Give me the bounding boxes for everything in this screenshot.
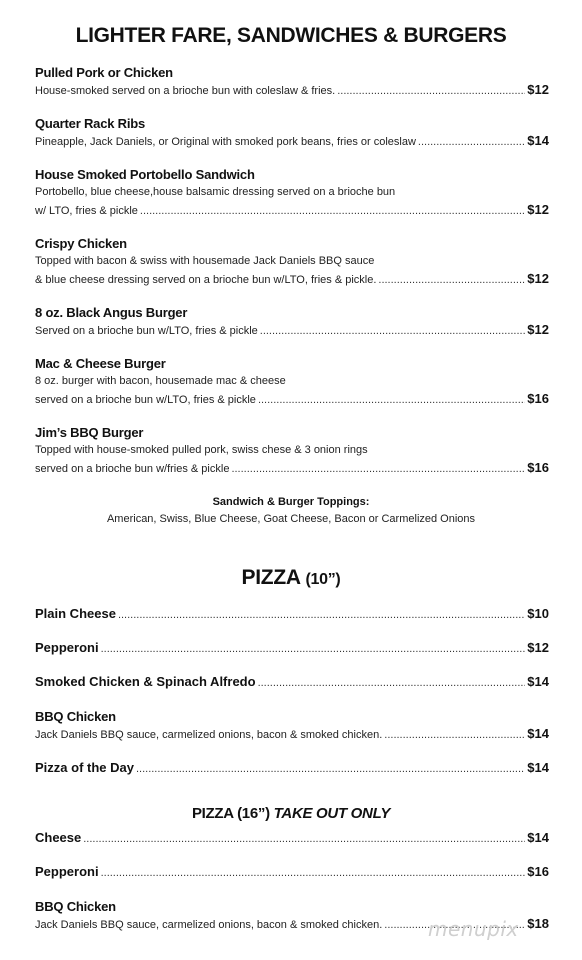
item-price: $14	[527, 726, 549, 741]
dot-leader	[337, 82, 525, 100]
menu-item	[35, 424, 549, 477]
item-row	[35, 605, 549, 623]
dot-leader	[260, 322, 526, 340]
dot-leader	[140, 202, 525, 220]
item-name: BBQ Chicken	[35, 709, 116, 724]
dot-leader	[118, 606, 525, 624]
dot-leader	[83, 830, 525, 848]
item-name: Pepperoni	[35, 640, 99, 655]
dot-leader	[101, 864, 526, 882]
item-desc-row	[35, 81, 549, 99]
item-name: Jim’s BBQ Burger	[35, 425, 144, 440]
item-row	[35, 829, 549, 847]
pizza16-title: PIZZA (16”)	[191, 805, 270, 822]
item-desc: Portobello, blue cheese,house balsamic dressing served on a brioche bun	[35, 186, 396, 198]
section-title-pizza-10	[0, 566, 582, 590]
item-price: $12	[527, 82, 549, 97]
section-title-sandwiches: LIGHTER FARE, SANDWICHES & BURGERS	[75, 24, 507, 47]
item-price: $14	[527, 133, 549, 148]
menu-item	[35, 304, 549, 339]
item-desc: House-smoked served on a brioche bun with coleslaw & fries.	[35, 85, 336, 97]
menu-item	[35, 605, 549, 623]
item-desc: 8 oz. burger with bacon, housemade mac & cheese	[35, 375, 286, 387]
toppings-note	[0, 494, 582, 528]
dot-leader	[378, 271, 525, 289]
menu-item	[35, 166, 549, 219]
item-name: Pepperoni	[35, 864, 99, 879]
item-desc-row	[35, 270, 549, 288]
menu-item	[35, 115, 549, 150]
pizza-size: (10”)	[305, 571, 341, 588]
item-name: House Smoked Portobello Sandwich	[35, 167, 255, 182]
item-desc: served on a brioche bun w/fries & pickle	[35, 463, 230, 475]
menu-item	[35, 235, 549, 288]
item-desc: Served on a brioche bun w/LTO, fries & pickle	[35, 325, 258, 337]
item-price: $16	[527, 460, 549, 475]
item-name: BBQ Chicken	[35, 899, 116, 914]
item-desc: Topped with bacon & swiss with housemade Jack Daniels BBQ sauce	[35, 255, 375, 267]
dot-leader	[258, 674, 526, 692]
item-desc-row	[35, 132, 549, 150]
menu-item	[35, 759, 549, 777]
toppings-list: American, Swiss, Blue Cheese, Goat Cheese, Bacon or Carmelized Onions	[106, 513, 476, 525]
item-desc: Topped with house-smoked pulled pork, swiss chese & 3 onion rings	[35, 444, 368, 456]
item-name: Pulled Pork or Chicken	[35, 65, 173, 80]
item-price: $14	[527, 760, 549, 775]
dot-leader	[101, 640, 526, 658]
toppings-title: Sandwich & Burger Toppings:	[212, 496, 370, 508]
item-name: Pizza of the Day	[35, 760, 134, 775]
item-desc: Pineapple, Jack Daniels, or Original with smoked pork beans, fries or coleslaw	[35, 136, 416, 148]
item-desc-row	[35, 321, 549, 339]
item-row	[35, 639, 549, 657]
section-title-pizza-16	[0, 805, 582, 822]
item-price: $16	[527, 864, 549, 879]
item-row	[35, 673, 549, 691]
menu-item	[35, 708, 549, 743]
item-row	[35, 759, 549, 777]
menu-item	[35, 355, 549, 408]
item-desc: Jack Daniels BBQ sauce, carmelized onions, bacon & smoked chicken.	[35, 729, 383, 741]
item-desc-row	[35, 725, 549, 743]
menu-item	[35, 829, 549, 847]
item-desc: served on a brioche bun w/LTO, fries & pickle	[35, 394, 256, 406]
item-desc-row	[35, 390, 549, 408]
takeout-note: TAKE OUT ONLY	[273, 805, 391, 822]
item-name: Mac & Cheese Burger	[35, 356, 166, 371]
item-desc: w/ LTO, fries & pickle	[35, 205, 138, 217]
item-name: Plain Cheese	[35, 606, 116, 621]
item-name: Crispy Chicken	[35, 236, 127, 251]
watermark-logo: menupix	[428, 917, 519, 941]
dot-leader	[384, 726, 525, 744]
item-price: $12	[527, 271, 549, 286]
item-price: $18	[527, 916, 549, 931]
item-desc-row	[35, 459, 549, 477]
dot-leader	[418, 133, 525, 151]
item-price: $14	[527, 674, 549, 689]
menu-item	[35, 64, 549, 99]
item-price: $10	[527, 606, 549, 621]
item-row	[35, 863, 549, 881]
menu-item	[35, 863, 549, 881]
item-price: $12	[527, 640, 549, 655]
dot-leader	[231, 460, 525, 478]
item-name: Quarter Rack Ribs	[35, 116, 146, 131]
item-price: $14	[527, 830, 549, 845]
menu-item	[35, 639, 549, 657]
item-price: $16	[527, 391, 549, 406]
item-name: 8 oz. Black Angus Burger	[35, 305, 188, 320]
item-desc: Jack Daniels BBQ sauce, carmelized onions, bacon & smoked chicken.	[35, 919, 383, 931]
item-price: $12	[527, 322, 549, 337]
item-name: Cheese	[35, 830, 82, 845]
dot-leader	[136, 760, 525, 778]
item-desc: & blue cheese dressing served on a brioche bun w/LTO, fries & pickle.	[35, 274, 377, 286]
item-name: Smoked Chicken & Spinach Alfredo	[35, 674, 256, 689]
dot-leader	[258, 391, 525, 409]
item-desc-row	[35, 201, 549, 219]
item-price: $12	[527, 202, 549, 217]
pizza-title: PIZZA	[241, 566, 300, 589]
menu-item	[35, 673, 549, 691]
